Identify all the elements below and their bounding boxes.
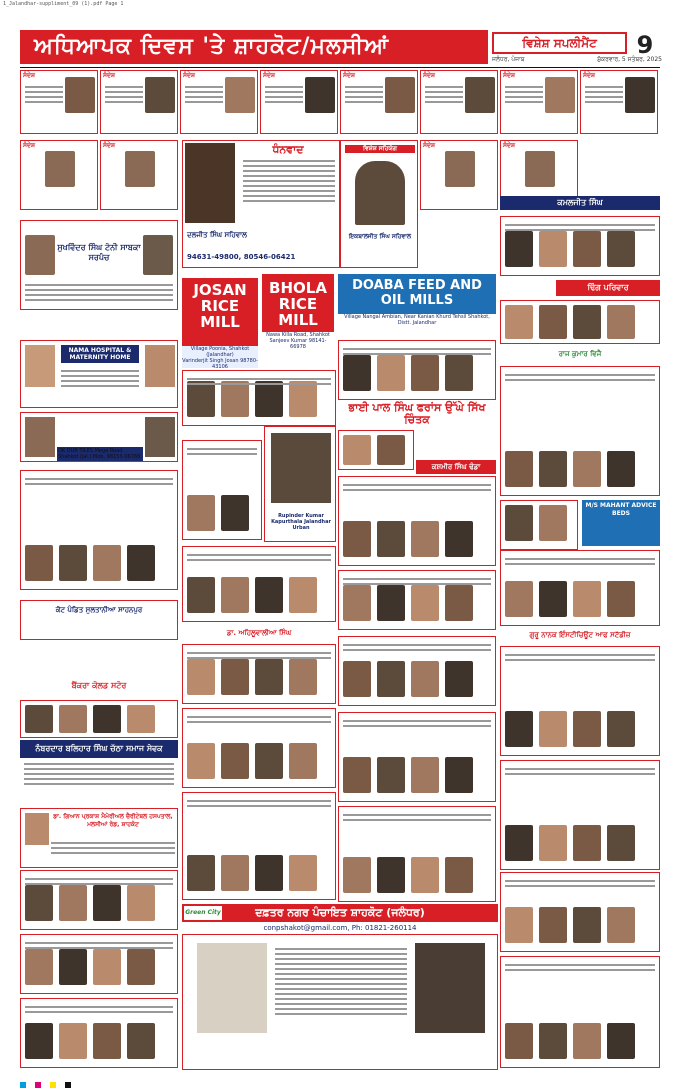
ad-box xyxy=(182,708,336,788)
numbardar-banner xyxy=(20,740,178,758)
portrait xyxy=(573,451,601,487)
portrait xyxy=(187,743,215,779)
numbardar-text xyxy=(24,760,174,788)
portrait xyxy=(607,907,635,943)
portrait xyxy=(573,907,601,943)
sandesh-box xyxy=(20,140,98,210)
vishesh-sahyog-box xyxy=(340,140,418,268)
portrait xyxy=(25,1023,53,1059)
portrait xyxy=(505,451,533,487)
portrait xyxy=(573,231,601,267)
portrait xyxy=(127,949,155,985)
dhingra-title: ਢਿੰਗ ਪਰਿਵਾਰ xyxy=(587,283,629,292)
green-city-logo: Green City xyxy=(184,906,222,920)
portrait xyxy=(607,711,635,747)
portrait xyxy=(343,435,371,465)
ad-box xyxy=(338,636,496,706)
doaba-feed-ad xyxy=(338,274,496,314)
portrait xyxy=(25,545,53,581)
text-lines xyxy=(187,375,331,388)
dhanwad-heading: ਧੰਨਵਾਦ xyxy=(272,143,304,156)
portrait xyxy=(377,757,405,793)
nama-title: NAMA HOSPITAL & MATERNITY HOME xyxy=(61,345,139,363)
ahluwalia-banner xyxy=(182,626,336,640)
sukhwinder-title: ਸੁਖਵਿੰਦਰ ਸਿੰਘ ਟੋਨੀ ਸਾਬਕਾ ਸਰਪੰਚ xyxy=(57,243,141,262)
portrait xyxy=(221,855,249,891)
text-lines xyxy=(265,83,303,106)
portrait xyxy=(221,659,249,695)
portrait xyxy=(573,305,601,339)
black-mark xyxy=(65,1082,71,1088)
supplement-label: ਵਿਸ਼ੇਸ਼ ਸਪਲੀਮੈਂਟ xyxy=(492,32,627,54)
sandesh-label: ਸੰਦੇਸ਼ xyxy=(423,72,435,79)
sandesh-label: ਸੰਦੇਸ਼ xyxy=(183,72,195,79)
portrait xyxy=(25,417,55,457)
ad-box xyxy=(182,792,336,900)
portrait xyxy=(343,661,371,697)
sandesh-label: ਸੰਦੇਸ਼ xyxy=(503,142,515,149)
portrait xyxy=(539,231,567,267)
kashmir-title: ਕਸ਼ਮੀਰ ਸਿੰਘ ਢੰਡਾ xyxy=(431,463,481,471)
vishesh-name: ਇਕਬਾਲਜੀਤ ਸਿੰਘ ਸਹਿਵਾਲ xyxy=(348,233,412,240)
text-lines xyxy=(187,551,331,564)
portrait xyxy=(539,825,567,861)
portrait xyxy=(93,545,121,581)
vishesh-heading: ਵਿਸ਼ੇਸ਼ ਸਹਿਯੋਗ xyxy=(345,145,415,153)
magenta-mark xyxy=(35,1082,41,1088)
portrait xyxy=(25,813,49,845)
text-lines xyxy=(505,83,543,106)
text-lines xyxy=(51,839,175,857)
text-lines xyxy=(343,481,491,494)
mahant-title: M/S MAHANT ADVICE BEDS xyxy=(585,502,657,517)
portrait xyxy=(93,705,121,733)
text-lines xyxy=(25,875,173,888)
portrait xyxy=(343,757,371,793)
ad-box xyxy=(182,644,336,704)
portrait xyxy=(25,345,55,387)
portrait xyxy=(289,577,317,613)
portrait xyxy=(255,577,283,613)
text-lines xyxy=(505,961,655,974)
portrait xyxy=(545,77,575,113)
portrait xyxy=(127,885,155,921)
portrait xyxy=(25,705,53,733)
ahluwalia-title: ਡਾ. ਅਹਿਲੂਵਾਲੀਆ ਸਿੰਘ xyxy=(226,629,292,637)
ad-box xyxy=(338,570,496,630)
ad-box xyxy=(338,476,496,566)
text-lines xyxy=(505,221,655,234)
text-lines xyxy=(243,157,335,205)
sandesh-label: ਸੰਦੇਸ਼ xyxy=(423,142,435,149)
portrait xyxy=(93,1023,121,1059)
sandesh-label: ਸੰਦੇਸ਼ xyxy=(503,72,515,79)
portrait xyxy=(187,855,215,891)
daftar-body xyxy=(182,934,498,1070)
text-lines xyxy=(25,1003,173,1016)
portrait xyxy=(145,77,175,113)
text-lines xyxy=(25,475,173,488)
portrait xyxy=(187,659,215,695)
portrait xyxy=(607,1023,635,1059)
portrait xyxy=(127,1023,155,1059)
text-lines xyxy=(25,939,173,952)
ad-box xyxy=(182,546,336,622)
sandesh-box xyxy=(420,70,498,134)
sandesh-box xyxy=(180,70,258,134)
text-lines xyxy=(187,797,331,810)
doaba-address: Village Nangal Ambian, Near Kanian Khurd Tehsil Shahkot, Distt. Jalandhar xyxy=(344,314,490,326)
portrait xyxy=(505,1023,533,1059)
portrait xyxy=(25,235,55,275)
portrait xyxy=(607,451,635,487)
date: ਸ਼ੁੱਕਰਵਾਰ, 5 ਸਤੰਬਰ, 2025 xyxy=(597,56,662,63)
numbardar-title: ਨੰਬਰਦਾਰ ਬਲਿਹਾਰ ਸਿੰਘ ਚੱਠਾ ਸਮਾਜ ਸੇਵਕ xyxy=(35,744,163,753)
portrait xyxy=(25,949,53,985)
text-lines xyxy=(61,367,139,390)
josan-title: JOSAN RICE MILL xyxy=(193,281,247,331)
ad-box xyxy=(338,430,414,470)
ad-box xyxy=(20,998,178,1068)
portrait xyxy=(445,521,473,557)
portrait xyxy=(607,305,635,339)
portrait xyxy=(343,521,371,557)
portrait xyxy=(539,305,567,339)
ad-box xyxy=(500,872,660,952)
portrait xyxy=(127,705,155,733)
portrait xyxy=(607,231,635,267)
city: ਜਲੰਧਰ, ਪੰਜਾਬ xyxy=(492,56,525,63)
portrait xyxy=(445,857,473,893)
ad-box xyxy=(500,760,660,870)
gian-prakash-ad xyxy=(20,808,178,868)
portrait xyxy=(93,885,121,921)
ad-box xyxy=(20,870,178,930)
portrait xyxy=(505,231,533,267)
guru-nanak-title: ਗੁਰੂ ਨਾਨਕ ਇੰਸਟੀਚਿਊਟ ਆਫ ਸਟੱਡੀਜ਼ xyxy=(529,631,631,639)
portrait xyxy=(343,857,371,893)
text-lines xyxy=(585,83,623,106)
phone-line: 94631-49800, 80546-06421 xyxy=(187,253,296,261)
portrait xyxy=(377,661,405,697)
text-lines xyxy=(343,575,491,588)
text-lines xyxy=(505,765,655,778)
dateline xyxy=(492,56,662,66)
masthead-title: ਅਧਿਆਪਕ ਦਿਵਸ 'ਤੇ ਸ਼ਾਹਕੋਟ/ਮਲਸੀਆਂ xyxy=(20,30,488,64)
portrait xyxy=(197,943,267,1033)
bhola-rice-mill-ad xyxy=(262,274,334,332)
text-lines xyxy=(275,945,407,1018)
ok-dur-text: OK DUR TILES Mega Road Shahkot (Jal.) Mob. 98153-06788 xyxy=(57,447,143,461)
sandesh-box xyxy=(420,140,498,210)
portrait xyxy=(505,505,533,541)
color-registration-strip xyxy=(20,1073,660,1079)
portrait xyxy=(343,585,371,621)
rupinder-name: Rupinder Kumar Kapurthala Jalandhar Urban xyxy=(271,513,331,531)
portrait xyxy=(187,495,215,531)
gian-title: ਡਾ. ਗਿਆਨ ਪ੍ਰਕਾਸ਼ ਮੈਮੋਰੀਅਲ ਚੈਰੀਟੇਬਲ ਹਸਪਤਾਲ, ਮਲਸੀਆਂ ਰੋਡ, ਸ਼ਾਹਕੋਟ xyxy=(53,813,173,828)
text-lines xyxy=(343,717,491,730)
sandesh-box xyxy=(260,70,338,134)
portrait xyxy=(411,661,439,697)
portrait xyxy=(187,577,215,613)
dhanwad-box xyxy=(182,140,340,268)
divider xyxy=(20,67,660,68)
portrait xyxy=(343,355,371,391)
sandesh-box xyxy=(20,70,98,134)
portrait xyxy=(445,661,473,697)
sandesh-label: ਸੰਦੇਸ਼ xyxy=(263,72,275,79)
cyan-mark xyxy=(20,1082,26,1088)
ad-box xyxy=(500,550,660,626)
sandesh-label: ਸੰਦੇਸ਼ xyxy=(103,72,115,79)
sandesh-box xyxy=(500,70,578,134)
portrait xyxy=(445,355,473,391)
text-lines xyxy=(187,713,331,726)
kamaljit-banner xyxy=(500,196,660,210)
portrait xyxy=(255,855,283,891)
portrait xyxy=(539,1023,567,1059)
josan-address: Village Poonia, Shahkot (Jalandhar) xyxy=(190,346,250,358)
portrait xyxy=(505,907,533,943)
ad-box xyxy=(20,934,178,994)
ad-box xyxy=(338,712,496,802)
portrait xyxy=(415,943,485,1033)
portrait xyxy=(145,417,175,457)
sandesh-box xyxy=(580,70,658,134)
portrait xyxy=(411,857,439,893)
portrait xyxy=(539,907,567,943)
portrait xyxy=(143,235,173,275)
portrait xyxy=(355,161,405,225)
kamaljit-title: ਕਮਲਜੀਤ ਸਿੰਘ xyxy=(557,198,603,207)
mahant-ad xyxy=(582,500,660,546)
text-lines xyxy=(343,811,491,824)
portrait xyxy=(525,151,555,187)
portrait xyxy=(255,659,283,695)
portrait xyxy=(185,143,235,223)
page-number: 9 xyxy=(636,31,654,59)
bhola-contact: Sanjeev Kumar 98141-66978 xyxy=(269,338,327,350)
portrait xyxy=(445,585,473,621)
portrait xyxy=(221,495,249,531)
sandesh-box xyxy=(100,70,178,134)
portrait xyxy=(59,705,87,733)
portrait xyxy=(289,855,317,891)
daftar-banner xyxy=(182,904,498,922)
portrait xyxy=(255,743,283,779)
portrait xyxy=(445,757,473,793)
ad-box xyxy=(500,300,660,344)
portrait xyxy=(411,355,439,391)
dhingra-banner xyxy=(556,280,660,296)
portrait xyxy=(539,581,567,617)
ad-box xyxy=(500,956,660,1068)
text-lines xyxy=(187,445,257,458)
ad-box xyxy=(182,370,336,426)
sandesh-label: ਸੰਦੇਸ਼ xyxy=(103,142,115,149)
sukhwinder-ad xyxy=(20,220,178,310)
portrait xyxy=(45,151,75,187)
text-lines xyxy=(343,641,491,654)
portrait xyxy=(539,711,567,747)
rupinder-ad xyxy=(264,426,336,542)
portrait xyxy=(411,585,439,621)
doaba-title: DOABA FEED AND OIL MILLS xyxy=(352,278,482,308)
bhai-pal-title: ਭਾਈ ਪਾਲ ਸਿੰਘ ਫਰਾਂਸ ਉੱਘੇ ਸਿੱਖ ਚਿੰਤਕ xyxy=(348,401,486,426)
portrait xyxy=(505,581,533,617)
shri-ram-banner xyxy=(182,346,336,360)
portrait xyxy=(607,581,635,617)
text-lines xyxy=(505,651,655,664)
portrait xyxy=(221,577,249,613)
ad-box xyxy=(500,366,660,496)
text-lines xyxy=(185,83,223,106)
bhai-pal-ad xyxy=(338,402,496,428)
portrait xyxy=(385,77,415,113)
text-lines xyxy=(505,877,655,890)
print-header: 1_Jalandhar-suppliment_09 (1).pdf Page 1 xyxy=(3,1,124,7)
text-lines xyxy=(25,281,173,304)
daftar-email: conpshakot@gmail.com, Ph: 01821-260114 xyxy=(263,924,417,932)
bhola-title: BHOLA RICE MILL xyxy=(269,279,327,329)
portrait xyxy=(607,825,635,861)
text-lines xyxy=(505,555,655,568)
portrait xyxy=(59,545,87,581)
kot-title: ਕੋਟ ਪੰਡਿਤ ਸੁਲਤਾਨੀਆ ਸਾਹਨਪੁਰ xyxy=(55,606,143,614)
portrait xyxy=(573,1023,601,1059)
portrait xyxy=(65,77,95,113)
text-lines xyxy=(425,83,463,106)
portrait xyxy=(377,585,405,621)
portrait xyxy=(225,77,255,113)
ad-box xyxy=(500,646,660,756)
sandesh-label: ਸੰਦੇਸ਼ xyxy=(583,72,595,79)
yellow-mark xyxy=(50,1082,56,1088)
portrait xyxy=(625,77,655,113)
portrait xyxy=(93,949,121,985)
portrait xyxy=(411,757,439,793)
sandesh-label: ਸੰਦੇਸ਼ xyxy=(343,72,355,79)
vijay-banner xyxy=(500,346,660,362)
portrait xyxy=(59,949,87,985)
portrait xyxy=(573,581,601,617)
bhola-address: Nawa Killa Road, Shahkot xyxy=(266,332,330,338)
bank-banner xyxy=(20,678,178,694)
text-lines xyxy=(187,649,331,662)
text-lines xyxy=(25,83,63,106)
dhanwad-name: ਦਲਜੀਤ ਸਿੰਘ ਸਹਿਵਾਲ xyxy=(187,231,247,239)
text-lines xyxy=(105,83,143,106)
portrait xyxy=(377,355,405,391)
portrait xyxy=(411,521,439,557)
text-lines xyxy=(345,83,383,106)
portrait xyxy=(289,659,317,695)
portrait xyxy=(539,505,567,541)
portrait xyxy=(573,711,601,747)
sandesh-box xyxy=(100,140,178,210)
portrait xyxy=(305,77,335,113)
portrait xyxy=(125,151,155,187)
portrait xyxy=(465,77,495,113)
portrait xyxy=(377,857,405,893)
portrait xyxy=(25,885,53,921)
josan-rice-mill-ad xyxy=(182,278,258,346)
kot-ad xyxy=(20,600,178,640)
portrait xyxy=(377,435,405,465)
portrait xyxy=(505,825,533,861)
vijay-title: ਰਾਜ ਕੁਮਾਰ ਵਿਜੈ xyxy=(558,350,602,358)
ad-box xyxy=(500,216,660,276)
ad-box xyxy=(20,470,178,590)
josan-contact: Varinderjit Singh Josan 98780-43106 xyxy=(182,358,258,370)
bank-title: ਬੈਂਕਰਾ ਕੋਲਡ ਸਟੋਰ xyxy=(71,681,127,690)
portrait xyxy=(59,1023,87,1059)
portrait xyxy=(445,151,475,187)
kashmir-banner xyxy=(416,460,496,474)
ad-box xyxy=(500,500,578,550)
sandesh-label: ਸੰਦੇਸ਼ xyxy=(23,142,35,149)
ad-box xyxy=(20,700,178,738)
nama-hospital-ad xyxy=(20,340,178,408)
portrait xyxy=(127,545,155,581)
portrait xyxy=(539,451,567,487)
text-lines xyxy=(505,371,655,384)
text-lines xyxy=(343,345,491,358)
portrait xyxy=(221,743,249,779)
guru-nanak-banner xyxy=(500,628,660,642)
ad-box xyxy=(338,806,496,902)
portrait xyxy=(59,885,87,921)
portrait xyxy=(505,305,533,339)
portrait xyxy=(145,345,175,387)
sandesh-box xyxy=(340,70,418,134)
daftar-title: ਦਫ਼ਤਰ ਨਗਰ ਪੰਚਾਇਤ ਸ਼ਾਹਕੋਟ (ਜਲੰਧਰ) xyxy=(255,906,425,919)
ad-box xyxy=(182,440,262,540)
portrait xyxy=(289,743,317,779)
portrait xyxy=(505,711,533,747)
portrait xyxy=(573,825,601,861)
ad-box xyxy=(338,340,496,400)
portrait xyxy=(271,433,331,503)
portrait xyxy=(377,521,405,557)
sandesh-label: ਸੰਦੇਸ਼ xyxy=(23,72,35,79)
ok-dur-tiles-ad xyxy=(20,412,178,462)
